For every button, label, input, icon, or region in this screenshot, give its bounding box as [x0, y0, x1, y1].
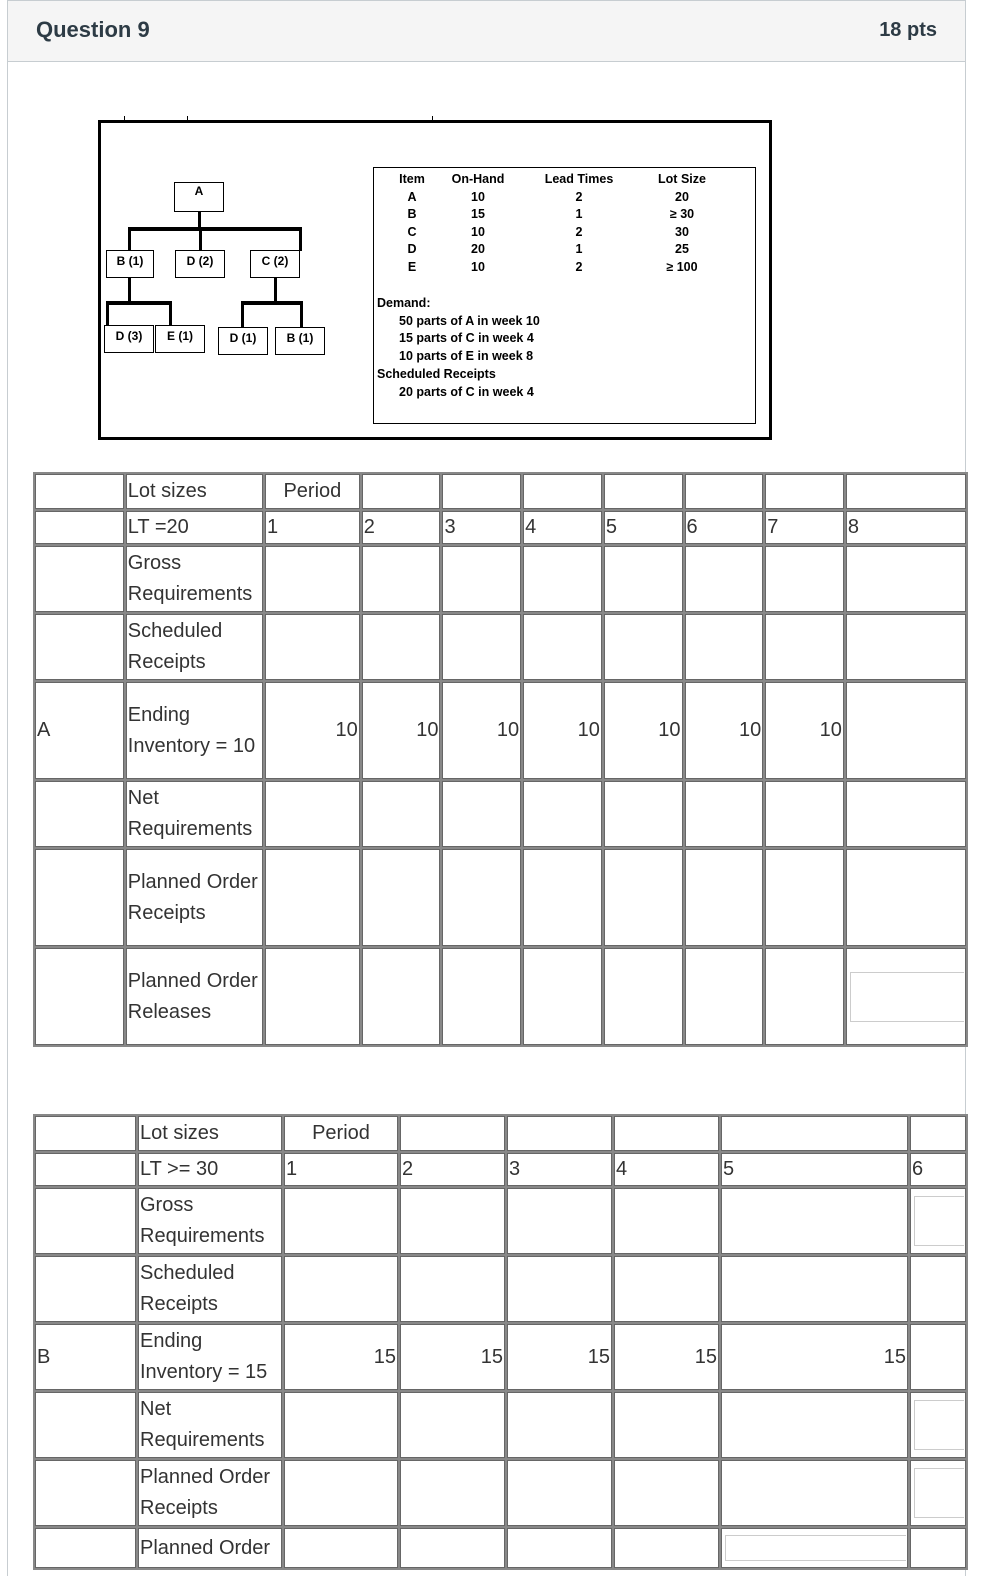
- col-header-on-hand: On-Hand: [451, 172, 505, 186]
- answer-input[interactable]: [914, 1400, 964, 1450]
- receipt-line: 20 parts of C in week 4: [399, 384, 534, 399]
- answer-cell[interactable]: [721, 1256, 908, 1322]
- answer-cell[interactable]: [362, 849, 441, 946]
- answer-cell[interactable]: [362, 614, 441, 680]
- tree-connector: [300, 301, 303, 327]
- table-row: [35, 1256, 966, 1322]
- answer-cell[interactable]: [507, 1188, 612, 1254]
- answer-cell[interactable]: [523, 781, 602, 847]
- period-number: 1: [284, 1153, 398, 1186]
- empty-cell: [604, 474, 683, 509]
- problem-figure: [98, 120, 772, 440]
- empty-cell: [35, 546, 124, 612]
- empty-cell: [35, 511, 124, 544]
- period-number: 3: [442, 511, 521, 544]
- empty-cell: [507, 1116, 612, 1151]
- row-label-gross: Gross Requirements: [126, 546, 263, 612]
- period-number: 3: [507, 1153, 612, 1186]
- ending-value: 10: [685, 682, 764, 779]
- answer-cell[interactable]: [507, 1460, 612, 1526]
- demand-line: 50 parts of A in week 10: [399, 313, 540, 328]
- table-row: [35, 511, 966, 544]
- item-table-header: [374, 171, 712, 189]
- answer-cell[interactable]: [685, 546, 764, 612]
- answer-cell[interactable]: [765, 546, 844, 612]
- demand-line: 10 parts of E in week 8: [399, 349, 534, 364]
- answer-cell[interactable]: [400, 1392, 505, 1458]
- answer-cell[interactable]: [604, 546, 683, 612]
- period-number: 5: [604, 511, 683, 544]
- lot-sizes-label: Lot sizes: [126, 474, 263, 509]
- period-number: 4: [523, 511, 602, 544]
- row-label-ending: Ending Inventory = 10: [126, 682, 263, 779]
- answer-cell[interactable]: [362, 546, 441, 612]
- answer-cell[interactable]: [604, 849, 683, 946]
- item-row: [374, 206, 712, 224]
- table-row: [35, 1153, 966, 1186]
- tree-node-d: D (3): [104, 325, 154, 353]
- col-header-item: Item: [399, 172, 425, 186]
- table-row: [35, 682, 966, 779]
- empty-cell: [910, 1116, 966, 1151]
- row-label-scheduled: Scheduled Receipts: [138, 1256, 282, 1322]
- tree-node-root: A: [174, 182, 224, 212]
- answer-cell[interactable]: [284, 1188, 398, 1254]
- cell: 1: [575, 207, 583, 221]
- lot-sizes-label: Lot sizes: [138, 1116, 282, 1151]
- answer-cell[interactable]: [400, 1256, 505, 1322]
- table-row: [35, 546, 966, 612]
- mrp-table-b: [33, 1114, 968, 1570]
- answer-cell[interactable]: [400, 1188, 505, 1254]
- row-label-net: Net Requirements: [126, 781, 263, 847]
- cell: 15: [471, 207, 485, 221]
- empty-cell: [35, 948, 124, 1045]
- answer-cell[interactable]: [265, 546, 360, 612]
- question-points: 18 pts: [879, 19, 937, 41]
- cell: 2: [575, 224, 583, 239]
- answer-cell[interactable]: [265, 948, 360, 1045]
- tree-node-e: E (1): [155, 325, 205, 353]
- answer-cell[interactable]: [846, 614, 966, 680]
- answer-cell[interactable]: [507, 1392, 612, 1458]
- table-row: [35, 1460, 966, 1526]
- cell: 10: [471, 259, 485, 274]
- demand-line: 15 parts of C in week 4: [399, 331, 534, 346]
- empty-cell: [614, 1116, 719, 1151]
- tree-node-b: B (1): [106, 250, 154, 278]
- row-label-releases: Planned Order: [138, 1528, 282, 1568]
- row-label-scheduled: Scheduled Receipts: [126, 614, 263, 680]
- ending-value: 15: [284, 1324, 398, 1390]
- answer-cell[interactable]: [685, 849, 764, 946]
- item-row: [374, 224, 712, 242]
- answer-cell[interactable]: [442, 948, 521, 1045]
- answer-cell[interactable]: [614, 1528, 719, 1568]
- answer-cell[interactable]: [910, 1324, 966, 1390]
- answer-cell[interactable]: [442, 546, 521, 612]
- row-label-ending: Ending Inventory = 15: [138, 1324, 282, 1390]
- answer-cell[interactable]: [265, 614, 360, 680]
- answer-cell[interactable]: [846, 948, 966, 1045]
- answer-cell[interactable]: [442, 849, 521, 946]
- empty-cell: [35, 474, 124, 509]
- empty-cell: [35, 849, 124, 946]
- empty-cell: [35, 1256, 136, 1322]
- cell: 10: [471, 224, 485, 239]
- period-number: 5: [721, 1153, 908, 1186]
- cell: 20: [675, 189, 689, 204]
- answer-cell[interactable]: [765, 948, 844, 1045]
- empty-cell: [35, 1116, 136, 1151]
- answer-cell[interactable]: [284, 1256, 398, 1322]
- answer-cell[interactable]: [604, 948, 683, 1045]
- cell: A: [407, 189, 417, 204]
- answer-cell[interactable]: [614, 1392, 719, 1458]
- demand-section: [377, 295, 540, 401]
- item-label: B: [35, 1324, 136, 1390]
- period-label: Period: [265, 474, 360, 509]
- answer-cell[interactable]: [362, 948, 441, 1045]
- answer-cell[interactable]: [846, 849, 966, 946]
- answer-cell[interactable]: [685, 948, 764, 1045]
- col-header-lot-size: Lot Size: [658, 172, 706, 186]
- row-label-gross: Gross Requirements: [138, 1188, 282, 1254]
- answer-cell[interactable]: [685, 614, 764, 680]
- cell: 2: [575, 189, 583, 204]
- empty-cell: [523, 474, 602, 509]
- cell: 10: [471, 189, 485, 204]
- tree-node-b: B (1): [275, 327, 325, 355]
- tree-connector: [241, 301, 244, 327]
- empty-cell: [765, 474, 844, 509]
- empty-cell: [721, 1116, 908, 1151]
- answer-cell[interactable]: [523, 849, 602, 946]
- period-number: 2: [362, 511, 441, 544]
- cell: 2: [575, 259, 583, 274]
- answer-cell[interactable]: [721, 1188, 908, 1254]
- item-info-box: [373, 167, 756, 424]
- answer-cell[interactable]: [507, 1528, 612, 1568]
- empty-cell: [685, 474, 764, 509]
- ending-value: 10: [362, 682, 441, 779]
- answer-cell[interactable]: [910, 1256, 966, 1322]
- ending-value: 10: [265, 682, 360, 779]
- period-number: 6: [685, 511, 764, 544]
- lead-time-label: LT =20: [126, 511, 263, 544]
- cell: 30: [675, 224, 689, 239]
- answer-cell[interactable]: [765, 614, 844, 680]
- table-row: [35, 1116, 966, 1151]
- tree-node-d: D (1): [218, 327, 268, 355]
- empty-cell: [35, 1153, 136, 1186]
- answer-cell[interactable]: [400, 1528, 505, 1568]
- answer-cell[interactable]: [765, 781, 844, 847]
- cell: 25: [675, 242, 689, 256]
- row-label-receipts: Planned Order Receipts: [126, 849, 263, 946]
- answer-cell[interactable]: [284, 1528, 398, 1568]
- answer-cell[interactable]: [442, 614, 521, 680]
- answer-cell[interactable]: [523, 948, 602, 1045]
- empty-cell: [35, 1460, 136, 1526]
- col-header-lead-times: Lead Times: [544, 172, 614, 186]
- answer-cell[interactable]: [910, 1460, 966, 1526]
- tree-connector: [128, 227, 302, 231]
- answer-cell[interactable]: [910, 1188, 966, 1254]
- ending-value: 15: [721, 1324, 908, 1390]
- question-header: [7, 0, 966, 62]
- answer-cell[interactable]: [614, 1188, 719, 1254]
- answer-cell[interactable]: [765, 849, 844, 946]
- cell: C: [407, 224, 417, 239]
- cell: E: [407, 259, 417, 274]
- row-label-receipts: Planned Order Receipts: [138, 1460, 282, 1526]
- answer-input[interactable]: [725, 1535, 906, 1561]
- empty-cell: [35, 614, 124, 680]
- ending-value: 15: [400, 1324, 505, 1390]
- row-label-net: Net Requirements: [138, 1392, 282, 1458]
- answer-cell[interactable]: [265, 781, 360, 847]
- period-label: Period: [284, 1116, 398, 1151]
- answer-cell[interactable]: [442, 781, 521, 847]
- answer-cell[interactable]: [604, 781, 683, 847]
- table-row: [35, 948, 966, 1045]
- answer-cell[interactable]: [284, 1392, 398, 1458]
- answer-cell[interactable]: [362, 781, 441, 847]
- answer-cell[interactable]: [721, 1528, 908, 1568]
- demand-label: Demand:: [377, 296, 431, 310]
- answer-cell[interactable]: [721, 1392, 908, 1458]
- cell: 20: [471, 242, 485, 256]
- figure-shadow: [770, 420, 772, 440]
- cell: 1: [575, 242, 583, 256]
- answer-cell[interactable]: [604, 614, 683, 680]
- item-table: [374, 171, 712, 276]
- answer-cell[interactable]: [523, 546, 602, 612]
- period-number: 6: [910, 1153, 966, 1186]
- answer-cell[interactable]: [265, 849, 360, 946]
- cell: B: [407, 207, 417, 221]
- tree-connector: [106, 301, 109, 325]
- cell: ≥ 30: [669, 207, 695, 221]
- tree-node-c: C (2): [250, 250, 300, 278]
- answer-cell[interactable]: [614, 1256, 719, 1322]
- item-row: [374, 259, 712, 277]
- period-number: 7: [765, 511, 844, 544]
- answer-cell[interactable]: [507, 1256, 612, 1322]
- item-label: A: [35, 682, 124, 779]
- tree-connector: [128, 278, 131, 302]
- lead-time-label: LT >= 30: [138, 1153, 282, 1186]
- ending-value: 10: [442, 682, 521, 779]
- answer-cell[interactable]: [721, 1460, 908, 1526]
- cell: D: [407, 242, 417, 256]
- table-row: [35, 849, 966, 946]
- ending-value: 10: [523, 682, 602, 779]
- ending-value: 10: [765, 682, 844, 779]
- answer-cell[interactable]: [614, 1460, 719, 1526]
- tree-connector: [241, 301, 303, 305]
- tree-connector: [198, 212, 201, 228]
- table-row: [35, 614, 966, 680]
- empty-cell: [35, 1188, 136, 1254]
- answer-cell[interactable]: [284, 1460, 398, 1526]
- period-number: 8: [846, 511, 966, 544]
- period-number: 2: [400, 1153, 505, 1186]
- answer-cell[interactable]: [685, 781, 764, 847]
- tree-connector: [274, 278, 277, 302]
- mrp-table-a: [33, 472, 968, 1047]
- tree-connector: [128, 227, 131, 251]
- answer-cell[interactable]: [910, 1392, 966, 1458]
- empty-cell: [35, 781, 124, 847]
- tree-connector: [169, 301, 172, 325]
- cell: ≥ 100: [666, 259, 698, 274]
- answer-cell[interactable]: [846, 682, 966, 779]
- table-row: [35, 1392, 966, 1458]
- period-number: 4: [614, 1153, 719, 1186]
- question-title: Question 9: [36, 17, 150, 42]
- empty-cell: [400, 1116, 505, 1151]
- table-row: [35, 781, 966, 847]
- table-row: [35, 474, 966, 509]
- table-row: [35, 1528, 966, 1568]
- answer-cell[interactable]: [846, 781, 966, 847]
- empty-cell: [35, 1392, 136, 1458]
- empty-cell: [35, 1528, 136, 1568]
- table-row: [35, 1324, 966, 1390]
- period-number: 1: [265, 511, 360, 544]
- empty-cell: [846, 474, 966, 509]
- tree-connector: [199, 227, 202, 251]
- table-row: [35, 1188, 966, 1254]
- item-row: [374, 189, 712, 207]
- receipts-label: Scheduled Receipts: [377, 366, 496, 381]
- answer-input[interactable]: [850, 972, 964, 1022]
- ending-value: 15: [507, 1324, 612, 1390]
- ending-value: 15: [614, 1324, 719, 1390]
- empty-cell: [362, 474, 441, 509]
- answer-input[interactable]: [914, 1468, 964, 1518]
- answer-cell[interactable]: [523, 614, 602, 680]
- empty-cell: [442, 474, 521, 509]
- item-row: [374, 241, 712, 259]
- tree-connector: [106, 301, 172, 305]
- answer-input[interactable]: [914, 1196, 964, 1246]
- tree-node-d: D (2): [175, 250, 225, 278]
- tree-connector: [299, 227, 302, 251]
- answer-cell[interactable]: [400, 1460, 505, 1526]
- ending-value: 10: [604, 682, 683, 779]
- answer-cell[interactable]: [910, 1528, 966, 1568]
- answer-cell[interactable]: [846, 546, 966, 612]
- row-label-releases: Planned Order Releases: [126, 948, 263, 1045]
